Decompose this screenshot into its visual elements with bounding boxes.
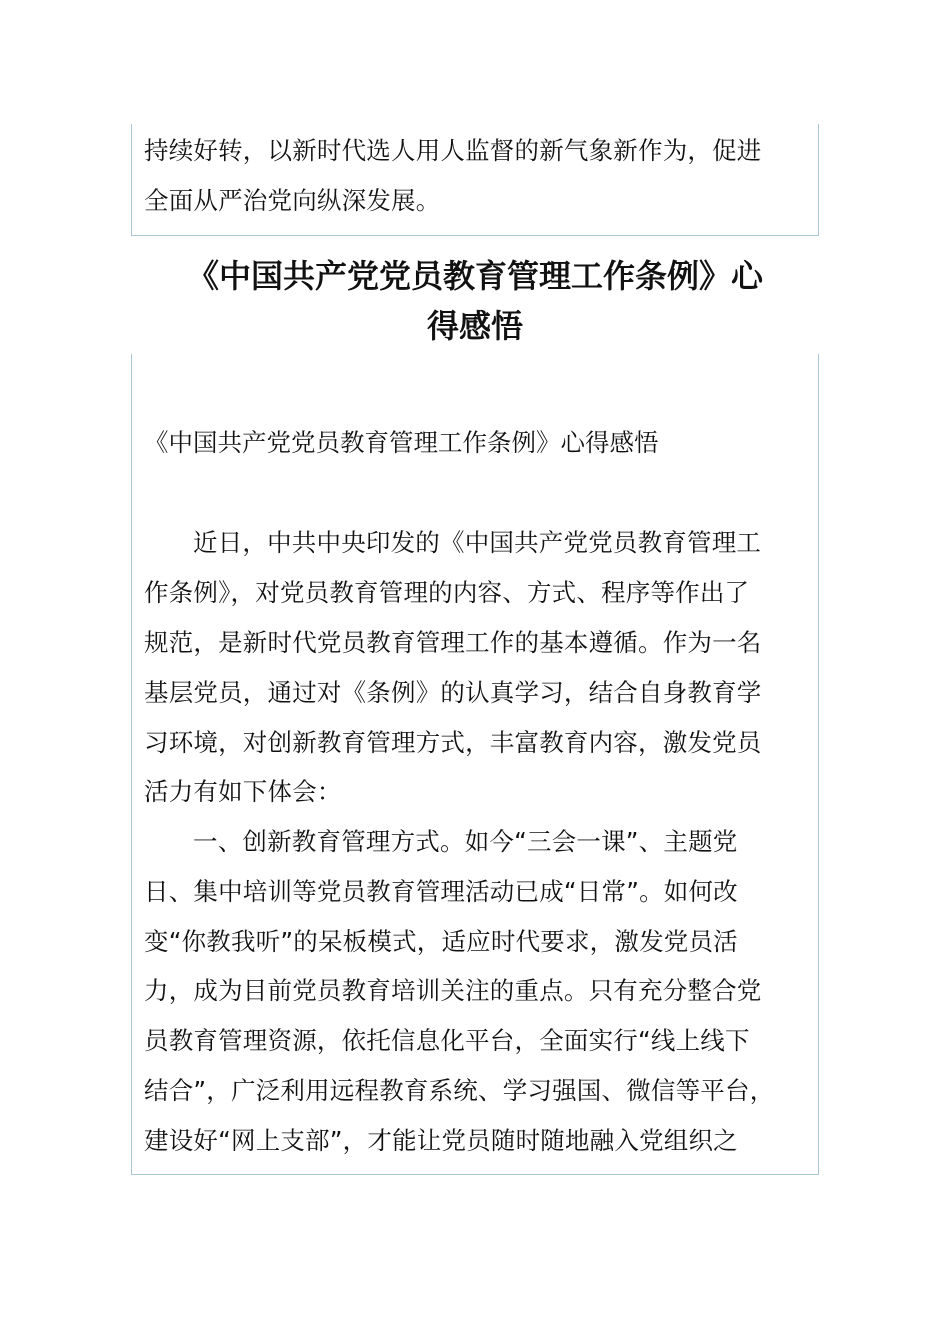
article-title-line-1: 《中国共产党党员教育管理工作条例》心 [186, 257, 763, 295]
body-line-10: 力，成为目前党员教育培训关注的重点。只有充分整合党 [144, 976, 762, 1005]
body-line-9: 变“你教我听”的呆板模式，适应时代要求，激发党员活 [144, 927, 738, 956]
top-text-line-2: 全面从严治党向纵深发展。 [144, 186, 441, 215]
body-line-11: 员教育管理资源，依托信息化平台，全面实行“线上线下 [144, 1026, 750, 1055]
top-text-line-1: 持续好转，以新时代选人用人监督的新气象新作为，促进 [144, 136, 762, 165]
body-line-4: 基层党员，通过对《条例》的认真学习，结合自身教育学 [144, 678, 762, 707]
body-line-12: 结合”，广泛利用远程教育系统、学习强国、微信等平台， [144, 1076, 775, 1105]
body-line-3: 规范，是新时代党员教育管理工作的基本遵循。作为一名 [144, 628, 762, 657]
article-subtitle: 《中国共产党党员教育管理工作条例》心得感悟 [144, 428, 659, 457]
body-line-7: 一、创新教育管理方式。如今“三会一课”、主题党 [193, 827, 738, 856]
article-title-line-2: 得感悟 [426, 307, 523, 345]
body-line-1: 近日，中共中央印发的《中国共产党党员教育管理工 [193, 528, 762, 557]
body-line-2: 作条例》，对党员教育管理的内容、方式、程序等作出了 [144, 578, 750, 607]
body-line-5: 习环境，对创新教育管理方式，丰富教育内容，激发党员 [144, 728, 762, 757]
body-line-8: 日、集中培训等党员教育管理活动已成“日常”。如何改 [144, 877, 738, 906]
body-line-6: 活力有如下体会： [144, 777, 342, 806]
body-line-13: 建设好“网上支部”，才能让党员随时随地融入党组织之 [144, 1126, 738, 1155]
